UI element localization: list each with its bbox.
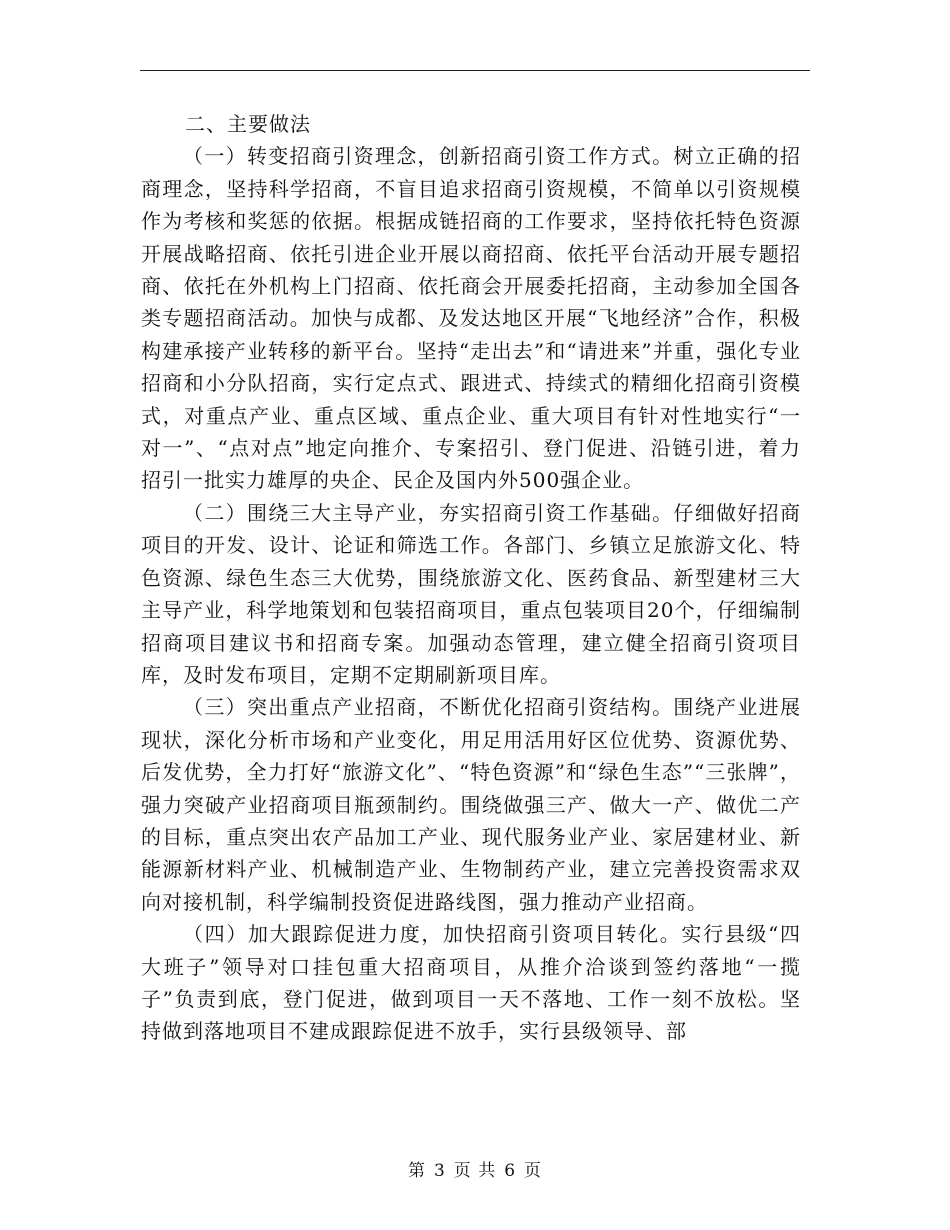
page-label-suffix: 页	[524, 1161, 543, 1181]
page-label-prefix: 第	[407, 1161, 426, 1181]
paragraph-4: （四）加大跟踪促进力度，加快招商引资项目转化。实行县级“四大班子”领导对口挂包重大招商项目，从推介洽谈到签约落地“一揽子”负责到底，登门促进，做到项目一天不落地、工作一刻不放松。坚持做到落地项目不建成跟踪促进不放手，实行县级领导、部	[141, 922, 801, 1044]
total-pages-number: 6	[504, 1161, 517, 1181]
page-number-footer	[0, 1156, 950, 1181]
document-body	[141, 108, 801, 1048]
paragraph-1: （一）转变招商引资理念，创新招商引资工作方式。树立正确的招商理念，坚持科学招商，不盲目追求招商引资规模，不简单以引资规模作为考核和奖惩的依据。根据成链招商的工作要求，坚持依托特色资源开展战略招商、依托引进企业开展以商招商、依托平台活动开展专题招商、依托在外机构上门招商、依托商会开展委托招商，主动参加全国各类专题招商活动。加快与成都、及发达地区开展“飞地经济”合作，积极构建承接产业转移的新平台。坚持“走出去”和“请进来”并重，强化专业招商和小分队招商，实行定点式、跟进式、持续式的精细化招商引资模式，对重点产业、重点区域、重点企业、重大项目有针对性地实行“一对一”、“点对点”地定向推介、专案招引、登门促进、沿链引进，着力招引一批实力雄厚的央企、民企及国内外500强企业。	[141, 144, 801, 493]
paragraph-2: （二）围绕三大主导产业，夯实招商引资工作基础。仔细做好招商项目的开发、设计、论证和筛选工作。各部门、乡镇立足旅游文化、特色资源、绿色生态三大优势，围绕旅游文化、医药食品、新型建材三大主导产业，科学地策划和包装招商项目，重点包装项目20个，仔细编制招商项目建议书和招商专案。加强动态管理，建立健全招商引资项目库，及时发布项目，定期不定期刷新项目库。	[141, 500, 801, 687]
current-page-number: 3	[433, 1161, 446, 1181]
paragraph-3: （三）突出重点产业招商，不断优化招商引资结构。围绕产业进展现状，深化分析市场和产业变化，用足用活用好区位优势、资源优势、后发优势，全力打好“旅游文化”、“特色资源”和“绿色生态”“三张牌”，强力突破产业招商项目瓶颈制约。围绕做强三产、做大一产、做优二产的目标，重点突出农产品加工产业、现代服务业产业、家居建材业、新能源新材料产业、机械制造产业、生物制药产业，建立完善投资需求双向对接机制，科学编制投资促进路线图，强力推动产业招商。	[141, 695, 801, 914]
header-divider	[140, 70, 810, 71]
page-label-middle: 页 共	[453, 1161, 497, 1181]
section-heading: 二、主要做法	[185, 112, 311, 136]
